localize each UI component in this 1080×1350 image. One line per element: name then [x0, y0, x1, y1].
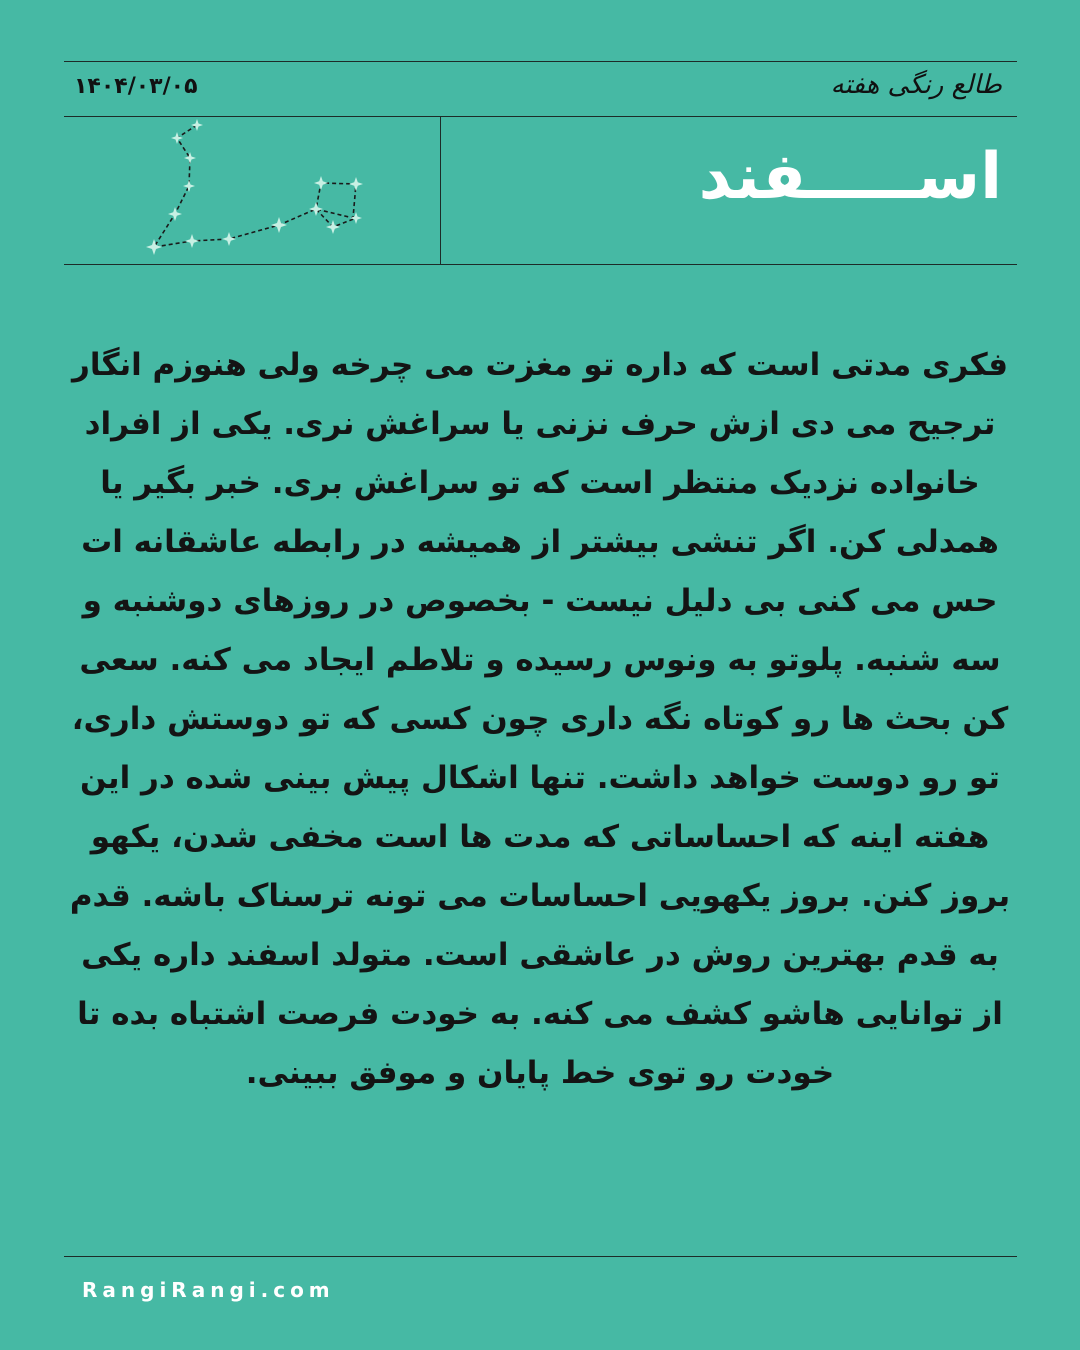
horoscope-text: فکری مدتی است که داره تو مغزت می چرخه ولی هنوزم انگار ترجیح می دی ازش حرف نزنی یا سراغش نری. یکی از افراد خانواده نزدیک منتظر است که تو سراغش بری. خبر بگیر یا همدلی کن. اگر تنشی بیشتر از همیشه در رابطه عاشقانه ات حس می کنی بی دلیل نیست - بخصوص در روزهای دوشنبه و سه شنبه. پلوتو به ونوس رسیده و تلاطم ایجاد می کنه. سعی کن بحث ها رو کوتاه نگه داری چون کسی که تو دوستش داری، تو رو دوست خواهد داشت. تنها اشکال پیش بینی شده در این هفته اینه که احساساتی که مدت ها است مخفی شدن، یکهو بروز کنن. بروز یکهویی احساسات می تونه ترسناک باشه. قدم به قدم بهترین روش در عاشقی است. متولد اسفند داره یکی از توانایی هاشو کشف می کنه. به خودت فرصت اشتباه بده تا خودت رو توی خط پایان و موفق ببینی. [69, 347, 1011, 1091]
footer-divider [64, 1256, 1017, 1257]
star-icon [184, 152, 196, 164]
star-icon [191, 119, 203, 131]
constellation-stars [146, 119, 363, 255]
star-icon [349, 177, 363, 191]
header-divider [64, 116, 1017, 117]
star-icon [309, 202, 323, 216]
sign-title: اســـــفند [698, 140, 1002, 214]
star-icon [271, 217, 287, 233]
footer-site[interactable]: RangiRangi.com [82, 1278, 335, 1302]
star-icon [183, 180, 195, 192]
star-icon [350, 212, 362, 224]
header-title: طالع رنگی هفته [830, 70, 1002, 100]
header-date: ۱۴۰۴/۰۳/۰۵ [74, 74, 198, 99]
star-icon [146, 239, 162, 255]
star-icon [185, 234, 199, 248]
star-icon [222, 232, 236, 246]
star-icon [171, 132, 183, 144]
panel-divider [440, 117, 441, 265]
star-icon [314, 176, 328, 190]
pisces-constellation-icon [140, 118, 380, 263]
star-icon [168, 207, 182, 221]
top-divider [64, 61, 1017, 62]
header-bottom-divider [64, 264, 1017, 265]
